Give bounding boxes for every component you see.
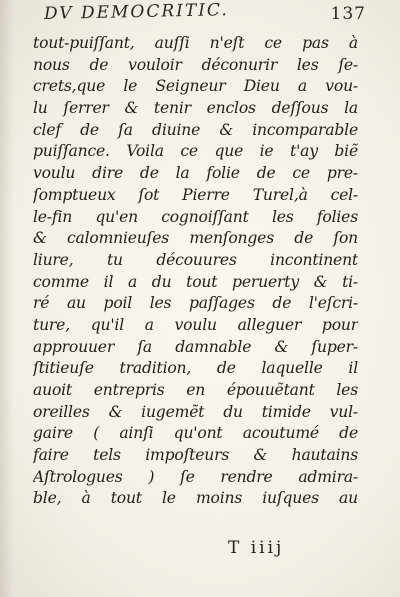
body-text (33, 33, 358, 510)
text-line: oreilles & iugemẽt du timide vul- (33, 402, 358, 421)
text-line: Aſtrologues ) ſe rendre admira- (33, 467, 358, 486)
text-line: & calomnieuſes menſonges de ſon (33, 229, 358, 248)
text-line: comme il a du tout peruerty & ti- (33, 272, 358, 291)
running-head: DV DEMOCRITIC. (43, 0, 229, 24)
text-line: nous de vouloir déconurir les ſe- (33, 55, 358, 74)
text-line: tout-puiſſant, auſſi n'eſt ce pas à (33, 34, 358, 52)
text-line: approuuer ſa damnable & ſuper- (33, 337, 358, 356)
text-line: le-fin qu'en cognoiſſant les folies (33, 207, 358, 226)
text-line: crets,que le Seigneur Dieu a vou- (33, 77, 358, 96)
text-line: voulu dire de la folie de ce pre- (33, 164, 358, 183)
signature-mark: T iiij (228, 538, 285, 558)
text-line: lu ſerrer & tenir enclos deſſous la (33, 99, 358, 118)
page-header (40, 0, 374, 30)
text-line: ble, à tout le moins iuſques au (33, 489, 358, 508)
text-line: auoit entrepris en épouuẽtant les (33, 381, 358, 399)
text-line: puiſſance. Voila ce que ie t'ay biẽ (33, 142, 358, 161)
text-line: faire tels impoſteurs & hautains (33, 446, 358, 465)
text-line: gaire ( ainſi qu'ont acoutumé de (33, 424, 358, 443)
text-line: ture, qu'il a voulu alleguer pour (33, 315, 358, 334)
text-line: ſomptueux ſot Pierre Turel,à cel- (33, 185, 358, 204)
text-line: liure, tu découures incontinent (33, 250, 358, 269)
text-line: ſtitieuſe tradition, de laquelle il (33, 359, 358, 378)
text-line: ré au poil les paſſages de l'eſcri- (33, 294, 358, 313)
page-number: 137 (330, 4, 366, 24)
text-line: clef de ſa diuine & incomparable (33, 120, 358, 139)
